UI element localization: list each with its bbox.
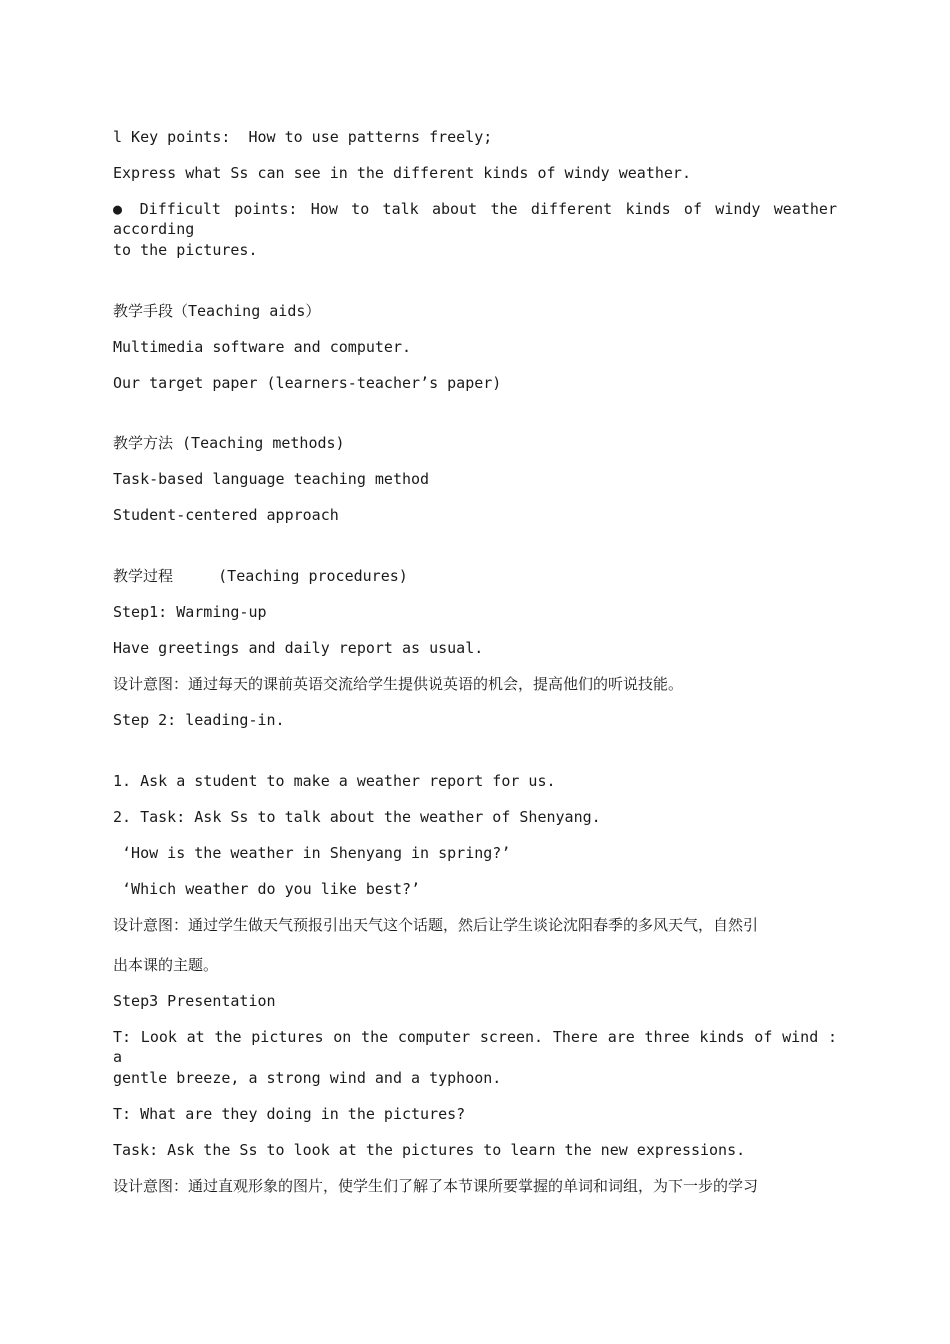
step3-heading: Step3 Presentation	[113, 992, 276, 1010]
step2-question-1: ‘How is the weather in Shenyang in spring?’	[113, 844, 511, 862]
teaching-aids-heading: 教学手段（Teaching aids）	[113, 302, 321, 320]
step2-design-intent: 设计意图：通过学生做天气预报引出天气这个话题，然后让学生谈论沈阳春季的多风天气，自然引	[113, 916, 759, 934]
step1-design-intent: 设计意图：通过每天的课前英语交流给学生提供说英语的机会，提高他们的听说技能。	[113, 675, 684, 693]
step3-design-intent: 设计意图：通过直观形象的图片，使学生们了解了本节课所要掌握的单词和词组，为下一步的学习	[113, 1177, 759, 1195]
teaching-methods-item-1: Task-based language teaching method	[113, 470, 430, 488]
step1-heading: Step1: Warming-up	[113, 603, 267, 621]
key-points-line: l Key points: How to use patterns freely;	[113, 128, 493, 146]
step2-question-2: ‘Which weather do you like best?’	[113, 880, 421, 898]
teaching-aids-item-2: Our target paper (learners-teacher’s paper)	[113, 374, 502, 392]
teaching-methods-item-2: Student-centered approach	[113, 506, 339, 524]
step3-task: Task: Ask the Ss to look at the pictures to learn the new expressions.	[113, 1141, 746, 1159]
teaching-methods-heading: 教学方法 (Teaching methods)	[113, 434, 345, 452]
teaching-aids-item-1: Multimedia software and computer.	[113, 338, 412, 356]
step1-text: Have greetings and daily report as usual.	[113, 639, 484, 657]
key-points-detail: Express what Ss can see in the different kinds of windy weather.	[113, 164, 691, 182]
step2-item-2: 2. Task: Ask Ss to talk about the weather of Shenyang.	[113, 808, 601, 826]
teaching-procedures-heading: 教学过程 (Teaching procedures)	[113, 567, 408, 585]
step2-heading: Step 2: leading-in.	[113, 711, 285, 729]
step3-teacher-line-continued: gentle breeze, a strong wind and a typhoon.	[113, 1069, 502, 1087]
difficult-points-line: ● Difficult points: How to talk about the different kinds of windy weather according	[113, 200, 837, 238]
difficult-points-continued: to the pictures.	[113, 241, 258, 259]
step2-item-1: 1. Ask a student to make a weather report for us.	[113, 772, 556, 790]
step2-design-intent-continued: 出本课的主题。	[113, 956, 219, 974]
step3-teacher-line: T: Look at the pictures on the computer screen. There are three kinds of wind : a	[113, 1028, 837, 1066]
step3-question: T: What are they doing in the pictures?	[113, 1105, 466, 1123]
